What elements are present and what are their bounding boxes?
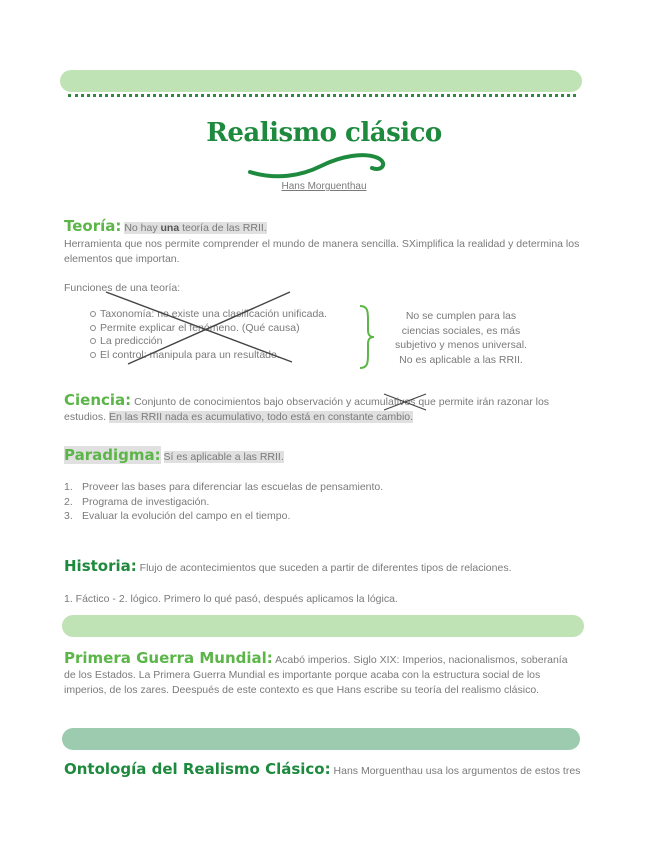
bullet-icon (90, 311, 96, 317)
ontologia-heading: Ontología del Realismo Clásico: (64, 760, 331, 778)
list-item: La predicción (90, 335, 327, 349)
teoria-note: No se cumplen para las ciencias sociales, es más subjetivo y menos universal. No es aplicable a las RRII. (395, 310, 527, 366)
historia-heading: Historia: (64, 557, 137, 575)
list-item: 1. Proveer las bases para diferenciar las escuelas de pensamiento. (64, 481, 384, 493)
brace-mark (358, 304, 378, 370)
cross-out-word (382, 392, 428, 412)
list-item: El control: manipula para un resultado. (90, 349, 327, 363)
paradigma-list (64, 480, 383, 524)
bullet-icon (90, 338, 96, 344)
ciencia-section: Ciencia: Conjunto de conocimientos bajo observación y acumulativos que permite irán razonar los estudios. En las RRII nada es acumulativo, todo está en constante cambio. (64, 391, 550, 423)
ontologia-body: Hans Morguenthau usa los argumentos de estos tres (330, 765, 581, 777)
guerra-section (64, 651, 580, 698)
page-title: Realismo clásico (206, 118, 442, 148)
guerra-body: Acabó imperios. Siglo XIX: Imperios, nacionalismos, soberanía de los Estados. La Primera Guerra Mundial es importante porque acaba con la estructura social de los imperios, de los zares. Deespués de este contexto es que Hans escribe su teoría del realismo clásico. (64, 654, 568, 696)
list-item: Taxonomía: no existe una clasificación unificada. (90, 308, 327, 322)
list-item: 2. Programa de investigación. (64, 495, 210, 508)
section-band (62, 615, 584, 637)
section-band-teal (62, 728, 580, 750)
bullet-icon (90, 352, 96, 358)
historia-body: Flujo de acontecimientos que suceden a partir de diferentes tipos de relaciones. (136, 562, 512, 574)
ciencia-highlight: En las RRII nada es acumulativo, todo está en constante cambio. (108, 411, 414, 423)
teoria-heading: Teoría: (64, 217, 122, 235)
struck-word: acumulativos (354, 396, 416, 408)
dotted-divider (68, 94, 576, 97)
paradigma-highlight: Sí es aplicable a las RRII. (163, 451, 284, 463)
top-banner (60, 70, 582, 92)
paradigma-heading: Paradigma: (64, 446, 161, 464)
list-item: Permite explicar el fenómeno. (Qué causa) (90, 322, 327, 336)
teoria-body: Herramienta que nos permite comprender el mundo de manera sencilla. SXimplifica la realidad y determina los elementos que importan. (64, 238, 580, 265)
cross-out-mark (100, 288, 300, 368)
teoria-lead: No hay una teoría de las RRII. (124, 222, 267, 234)
bullet-icon (90, 325, 96, 331)
historia-line2: 1. Fáctico - 2. lógico. Primero lo qué pasó, después aplicamos la lógica. (64, 593, 398, 605)
ciencia-heading: Ciencia: (64, 391, 132, 409)
teoria-functions-label: Funciones de una teoría: (64, 282, 181, 294)
author-name: Hans Morguenthau (281, 181, 367, 192)
swash-ornament (246, 150, 406, 180)
historia-section (64, 559, 584, 576)
teoria-section (64, 219, 584, 236)
ontologia-section (64, 762, 604, 779)
guerra-heading: Primera Guerra Mundial: (64, 649, 273, 667)
paradigma-section (64, 448, 584, 465)
list-item: 3. Evaluar la evolución del campo en el tiempo. (64, 510, 291, 522)
